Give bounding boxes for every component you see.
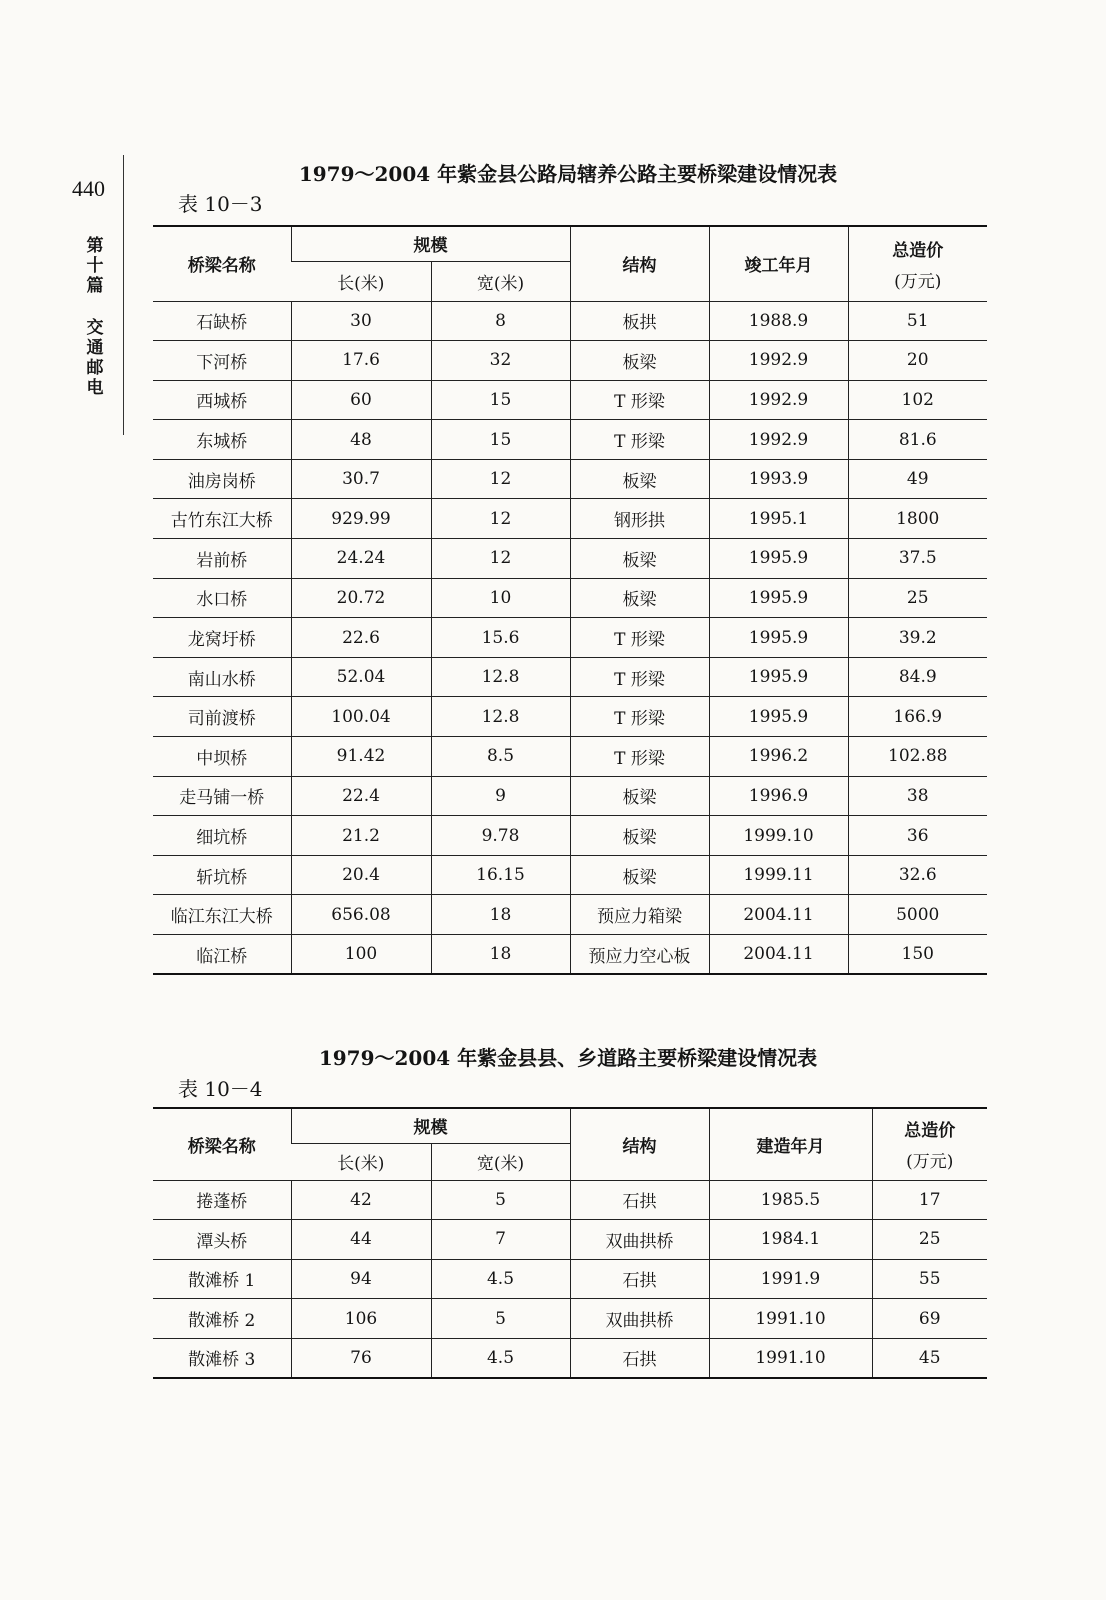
length-cell: 106 xyxy=(291,1299,431,1339)
width-cell: 12 xyxy=(431,459,570,499)
cost-cell: 37.5 xyxy=(848,539,987,579)
bridge-name-cell: 司前渡桥 xyxy=(153,697,291,737)
structure-cell: 板梁 xyxy=(570,776,709,816)
bridge-name-cell: 东城桥 xyxy=(153,420,291,460)
length-cell: 44 xyxy=(291,1220,431,1260)
cost-cell: 32.6 xyxy=(848,855,987,895)
length-cell: 76 xyxy=(291,1338,431,1378)
structure-cell: 双曲拱桥 xyxy=(570,1220,709,1260)
length-cell: 42 xyxy=(291,1180,431,1220)
date-cell: 2004.11 xyxy=(709,895,848,935)
structure-cell: 板梁 xyxy=(570,459,709,499)
cost-cell: 20 xyxy=(848,341,987,381)
cost-cell: 25 xyxy=(872,1220,987,1260)
width-cell: 5 xyxy=(431,1299,570,1339)
length-cell: 24.24 xyxy=(291,539,431,579)
length-cell: 94 xyxy=(291,1259,431,1299)
table-row xyxy=(153,855,987,895)
cost-cell: 49 xyxy=(848,459,987,499)
date-cell: 1984.1 xyxy=(709,1220,872,1260)
width-cell: 12.8 xyxy=(431,657,570,697)
date-cell: 1991.9 xyxy=(709,1259,872,1299)
width-cell: 8 xyxy=(431,301,570,341)
header-scale: 规模 xyxy=(291,226,570,261)
width-cell: 8.5 xyxy=(431,737,570,777)
length-cell: 656.08 xyxy=(291,895,431,935)
date-cell: 1995.9 xyxy=(709,539,848,579)
bridge-name-cell: 散滩桥 3 xyxy=(153,1338,291,1378)
table2-title: 1979～2004 年紫金县县、乡道路主要桥梁建设情况表 xyxy=(318,1046,818,1070)
length-cell: 91.42 xyxy=(291,737,431,777)
date-cell: 1999.10 xyxy=(709,816,848,856)
cost-cell: 69 xyxy=(872,1299,987,1339)
structure-cell: 钢形拱 xyxy=(570,499,709,539)
cost-cell: 55 xyxy=(872,1259,987,1299)
length-cell: 30 xyxy=(291,301,431,341)
structure-cell: 预应力箱梁 xyxy=(570,895,709,935)
header-cost xyxy=(872,1108,987,1180)
length-cell: 20.4 xyxy=(291,855,431,895)
structure-cell: T 形梁 xyxy=(570,697,709,737)
side-rule xyxy=(123,155,124,435)
date-cell: 1993.9 xyxy=(709,459,848,499)
header-cost xyxy=(848,226,987,301)
width-cell: 32 xyxy=(431,341,570,381)
date-cell: 1995.9 xyxy=(709,697,848,737)
table1 xyxy=(153,225,987,975)
structure-cell: T 形梁 xyxy=(570,420,709,460)
cost-cell: 102 xyxy=(848,380,987,420)
cost-cell: 166.9 xyxy=(848,697,987,737)
bridge-name-cell: 潭头桥 xyxy=(153,1220,291,1260)
bridge-name-cell: 水口桥 xyxy=(153,578,291,618)
page-number: 440 xyxy=(72,176,105,201)
date-cell: 1992.9 xyxy=(709,380,848,420)
table-row xyxy=(153,618,987,658)
header-scale: 规模 xyxy=(291,1108,570,1143)
width-cell: 16.15 xyxy=(431,855,570,895)
width-cell: 7 xyxy=(431,1220,570,1260)
width-cell: 18 xyxy=(431,895,570,935)
cost-cell: 102.88 xyxy=(848,737,987,777)
cost-cell: 1800 xyxy=(848,499,987,539)
bridge-name-cell: 散滩桥 2 xyxy=(153,1299,291,1339)
structure-cell: 石拱 xyxy=(570,1338,709,1378)
table-row xyxy=(153,895,987,935)
table-row xyxy=(153,776,987,816)
table2-label: 表 10－4 xyxy=(178,1077,263,1101)
width-cell: 15 xyxy=(431,420,570,460)
width-cell: 12 xyxy=(431,499,570,539)
structure-cell: T 形梁 xyxy=(570,737,709,777)
header-structure: 结构 xyxy=(570,1108,709,1180)
width-cell: 4.5 xyxy=(431,1338,570,1378)
width-cell: 4.5 xyxy=(431,1259,570,1299)
table-row xyxy=(153,1259,987,1299)
table2-body xyxy=(153,1180,987,1378)
header-name: 桥梁名称 xyxy=(153,226,291,301)
bridge-name-cell: 中坝桥 xyxy=(153,737,291,777)
width-cell: 9.78 xyxy=(431,816,570,856)
length-cell: 30.7 xyxy=(291,459,431,499)
table-row xyxy=(153,737,987,777)
bridge-name-cell: 细坑桥 xyxy=(153,816,291,856)
table-row xyxy=(153,301,987,341)
table-row xyxy=(153,935,987,975)
table1-label: 表 10－3 xyxy=(178,192,263,216)
length-cell: 52.04 xyxy=(291,657,431,697)
bridge-name-cell: 捲蓬桥 xyxy=(153,1180,291,1220)
width-cell: 15 xyxy=(431,380,570,420)
width-cell: 10 xyxy=(431,578,570,618)
header-width: 宽(米) xyxy=(431,1143,570,1180)
bridge-name-cell: 斩坑桥 xyxy=(153,855,291,895)
bridge-name-cell: 油房岗桥 xyxy=(153,459,291,499)
table-row xyxy=(153,578,987,618)
bridge-name-cell: 龙窝圩桥 xyxy=(153,618,291,658)
date-cell: 1995.1 xyxy=(709,499,848,539)
length-cell: 60 xyxy=(291,380,431,420)
header-length: 长(米) xyxy=(291,261,431,301)
header-length: 长(米) xyxy=(291,1143,431,1180)
cost-cell: 17 xyxy=(872,1180,987,1220)
table-row xyxy=(153,420,987,460)
date-cell: 1991.10 xyxy=(709,1338,872,1378)
table1-title: 1979～2004 年紫金县公路局辖养公路主要桥梁建设情况表 xyxy=(298,162,838,186)
table-row xyxy=(153,1220,987,1260)
length-cell: 21.2 xyxy=(291,816,431,856)
bridge-name-cell: 走马铺一桥 xyxy=(153,776,291,816)
table-row xyxy=(153,816,987,856)
date-cell: 1996.2 xyxy=(709,737,848,777)
date-cell: 1995.9 xyxy=(709,618,848,658)
length-cell: 22.4 xyxy=(291,776,431,816)
table1-body xyxy=(153,301,987,974)
date-cell: 1992.9 xyxy=(709,341,848,381)
width-cell: 12.8 xyxy=(431,697,570,737)
cost-cell: 81.6 xyxy=(848,420,987,460)
length-cell: 929.99 xyxy=(291,499,431,539)
date-cell: 1999.11 xyxy=(709,855,848,895)
date-cell: 1985.5 xyxy=(709,1180,872,1220)
cost-cell: 36 xyxy=(848,816,987,856)
table-row xyxy=(153,341,987,381)
side-chapter: 第十篇 xyxy=(86,236,104,296)
header-date: 竣工年月 xyxy=(709,226,848,301)
date-cell: 1991.10 xyxy=(709,1299,872,1339)
bridge-name-cell: 散滩桥 1 xyxy=(153,1259,291,1299)
structure-cell: 石拱 xyxy=(570,1180,709,1220)
structure-cell: 板梁 xyxy=(570,578,709,618)
table-row xyxy=(153,459,987,499)
bridge-name-cell: 临江东江大桥 xyxy=(153,895,291,935)
table-row xyxy=(153,1338,987,1378)
structure-cell: T 形梁 xyxy=(570,657,709,697)
table2 xyxy=(153,1107,987,1379)
structure-cell: T 形梁 xyxy=(570,380,709,420)
cost-cell: 5000 xyxy=(848,895,987,935)
structure-cell: 板梁 xyxy=(570,855,709,895)
table-row xyxy=(153,539,987,579)
table-row xyxy=(153,697,987,737)
bridge-name-cell: 石缺桥 xyxy=(153,301,291,341)
bridge-name-cell: 下河桥 xyxy=(153,341,291,381)
bridge-name-cell: 西城桥 xyxy=(153,380,291,420)
table-row xyxy=(153,1299,987,1339)
structure-cell: T 形梁 xyxy=(570,618,709,658)
cost-cell: 51 xyxy=(848,301,987,341)
bridge-name-cell: 临江桥 xyxy=(153,935,291,975)
length-cell: 17.6 xyxy=(291,341,431,381)
structure-cell: 板梁 xyxy=(570,816,709,856)
date-cell: 1995.9 xyxy=(709,578,848,618)
width-cell: 9 xyxy=(431,776,570,816)
length-cell: 100.04 xyxy=(291,697,431,737)
date-cell: 1992.9 xyxy=(709,420,848,460)
width-cell: 5 xyxy=(431,1180,570,1220)
header-cost-label: 总造价 xyxy=(904,1121,956,1142)
structure-cell: 双曲拱桥 xyxy=(570,1299,709,1339)
cost-cell: 25 xyxy=(848,578,987,618)
structure-cell: 预应力空心板 xyxy=(570,935,709,975)
header-date: 建造年月 xyxy=(709,1108,872,1180)
length-cell: 100 xyxy=(291,935,431,975)
cost-cell: 45 xyxy=(872,1338,987,1378)
structure-cell: 板梁 xyxy=(570,539,709,579)
table-row xyxy=(153,380,987,420)
date-cell: 1995.9 xyxy=(709,657,848,697)
table-row xyxy=(153,657,987,697)
header-cost-unit: (万元) xyxy=(894,271,942,292)
cost-cell: 150 xyxy=(848,935,987,975)
table-row xyxy=(153,499,987,539)
length-cell: 22.6 xyxy=(291,618,431,658)
width-cell: 12 xyxy=(431,539,570,579)
structure-cell: 板梁 xyxy=(570,341,709,381)
structure-cell: 板拱 xyxy=(570,301,709,341)
width-cell: 18 xyxy=(431,935,570,975)
length-cell: 48 xyxy=(291,420,431,460)
date-cell: 2004.11 xyxy=(709,935,848,975)
bridge-name-cell: 古竹东江大桥 xyxy=(153,499,291,539)
date-cell: 1988.9 xyxy=(709,301,848,341)
width-cell: 15.6 xyxy=(431,618,570,658)
structure-cell: 石拱 xyxy=(570,1259,709,1299)
header-width: 宽(米) xyxy=(431,261,570,301)
header-name: 桥梁名称 xyxy=(153,1108,291,1180)
cost-cell: 39.2 xyxy=(848,618,987,658)
cost-cell: 84.9 xyxy=(848,657,987,697)
header-cost-unit: (万元) xyxy=(906,1152,954,1173)
cost-cell: 38 xyxy=(848,776,987,816)
bridge-name-cell: 南山水桥 xyxy=(153,657,291,697)
length-cell: 20.72 xyxy=(291,578,431,618)
header-cost-label: 总造价 xyxy=(892,240,944,261)
side-section: 交通邮电 xyxy=(86,318,104,398)
bridge-name-cell: 岩前桥 xyxy=(153,539,291,579)
date-cell: 1996.9 xyxy=(709,776,848,816)
header-structure: 结构 xyxy=(570,226,709,301)
table-row xyxy=(153,1180,987,1220)
